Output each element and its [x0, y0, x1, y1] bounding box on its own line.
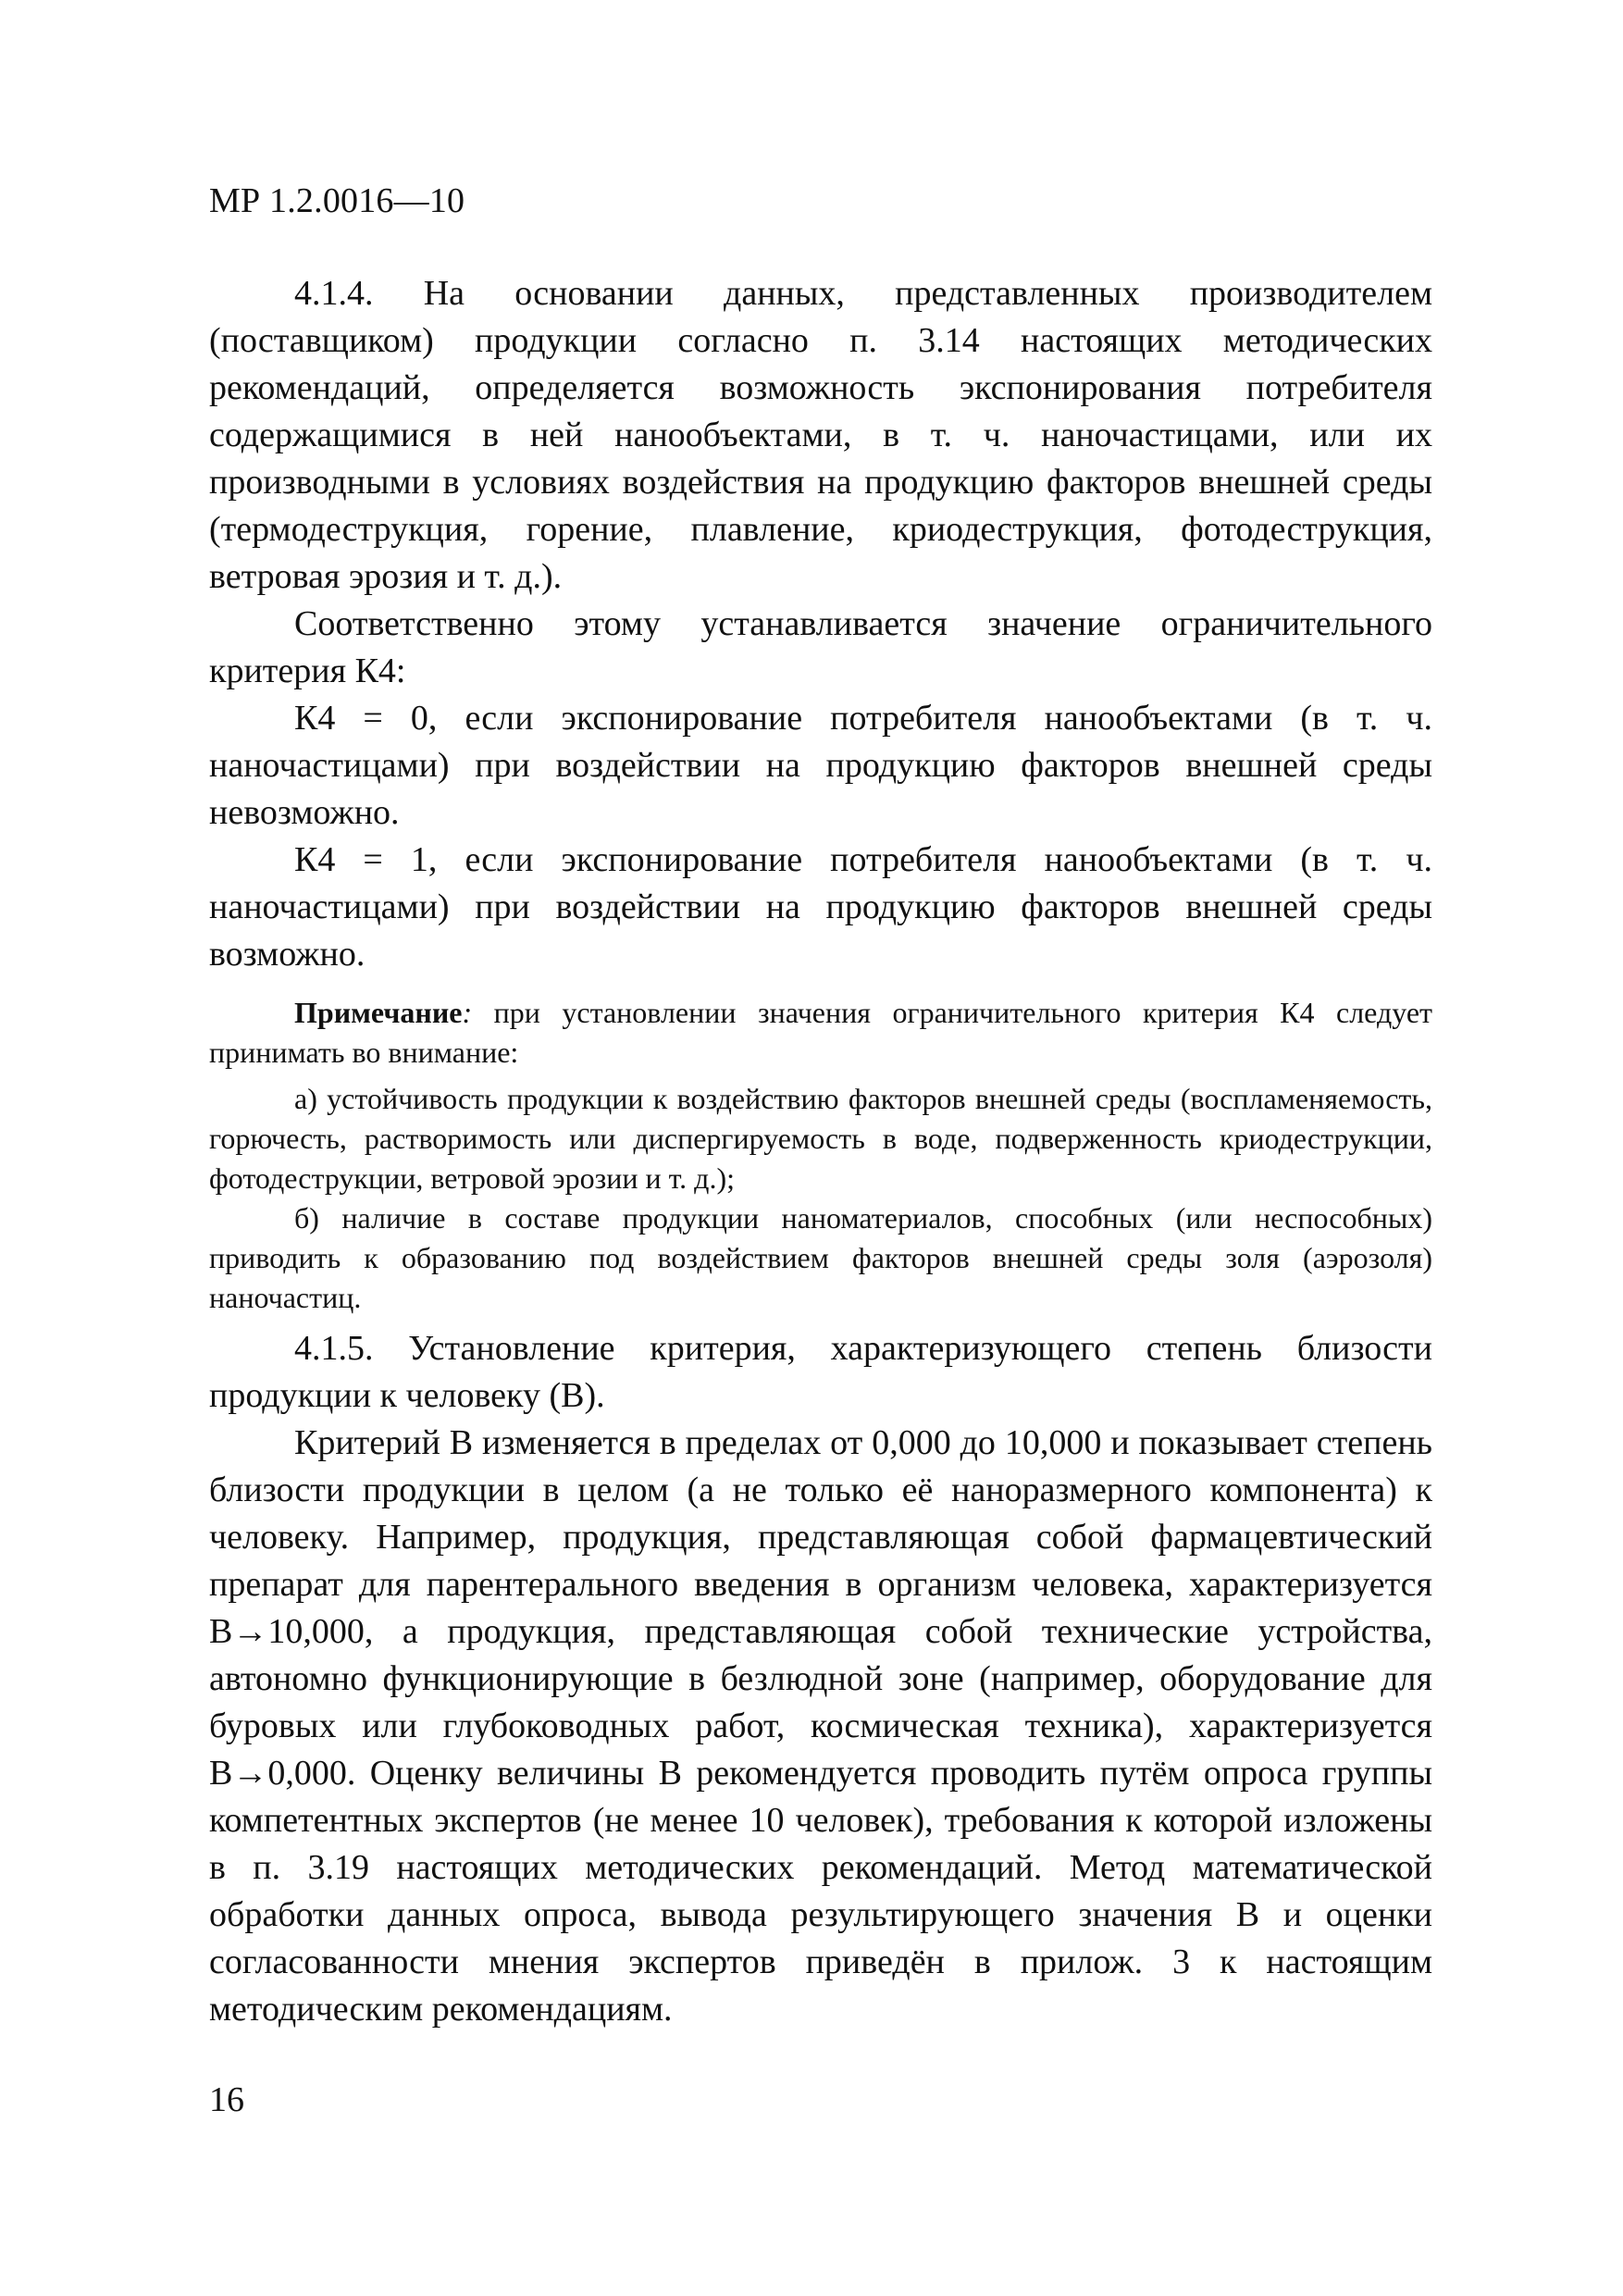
paragraph-k4-definition: Соответственно этому устанавливается значение ограничительного критерия К4: — [209, 604, 1432, 690]
note-block — [209, 993, 1432, 1318]
paragraph-k4-one: К4 = 1, если экспонирование потребителя нанообъектами (в т. ч. наночастицами) при воздействии на продукцию факторов внешней среды возможно. — [209, 840, 1432, 974]
note-intro — [209, 993, 1432, 1073]
document-body — [209, 270, 1432, 2033]
note-text: при установлении значения ограничительного критерия К4 следует принимать во внимание: — [209, 996, 1432, 1069]
section-4-1-5-heading: 4.1.5. Установление критерия, характеризующего степень близости продукции к человеку (В). — [209, 1329, 1432, 1415]
page-number: 16 — [209, 2080, 244, 2119]
section-4-1-5-body: Критерий В изменяется в пределах от 0,000 до 10,000 и показывает степень близости продукции в целом (а не только её наноразмерного компонента) к человеку. Например, продукция, представляющая собой фармацевтический препарат для парентерального введения в организм человека, характеризуется В→10,000, а продукция, представляющая собой технические устройства, автономно функционирующие в безлюдной зоне (например, оборудование для буровых или глубоководных работ, космическая техника), характеризуется В→0,000. Оценку величины В рекомендуется проводить путём опроса группы компетентных экспертов (не менее 10 человек), требования к которой изложены в п. 3.19 настоящих методических рекомендаций. Метод математической обработки данных опроса, вывода результирующего значения В и оценки согласованности мнения экспертов приведён в прилож. 3 к настоящим методическим рекомендациям. — [209, 1423, 1432, 2029]
note-colon: : — [462, 996, 473, 1029]
note-spacing — [209, 1073, 1432, 1079]
paragraph-4-1-4: 4.1.4. На основании данных, представленных производителем (поставщиком) продукции согласно п. 3.14 настоящих методических рекомендаций, определяется возможность экспонирования потребителя содержащимися в ней нанообъектами, в т. ч. наночастицами, или их производными в условиях воздействия на продукцию факторов внешней среды (термодеструкция, горение, плавление, криодеструкция, фотодеструкция, ветровая эрозия и т. д.). — [209, 274, 1432, 596]
document-code-header: МР 1.2.0016—10 — [209, 181, 465, 220]
note-item-b: б) наличие в составе продукции наноматериалов, способных (или неспособных) приводить к образованию под воздействием факторов внешней среды золя (аэрозоля) наночастиц. — [209, 1201, 1432, 1314]
note-label: Примечание — [294, 996, 463, 1029]
note-item-a: а) устойчивость продукции к воздействию факторов внешней среды (воспламеняемость, горючесть, растворимость или диспергируемость в воде, подверженность криодеструкции, фотодеструкции, ветровой эрозии и т. д.); — [209, 1082, 1432, 1195]
paragraph-k4-zero: К4 = 0, если экспонирование потребителя нанообъектами (в т. ч. наночастицами) при воздействии на продукцию факторов внешней среды невозможно. — [209, 699, 1432, 832]
